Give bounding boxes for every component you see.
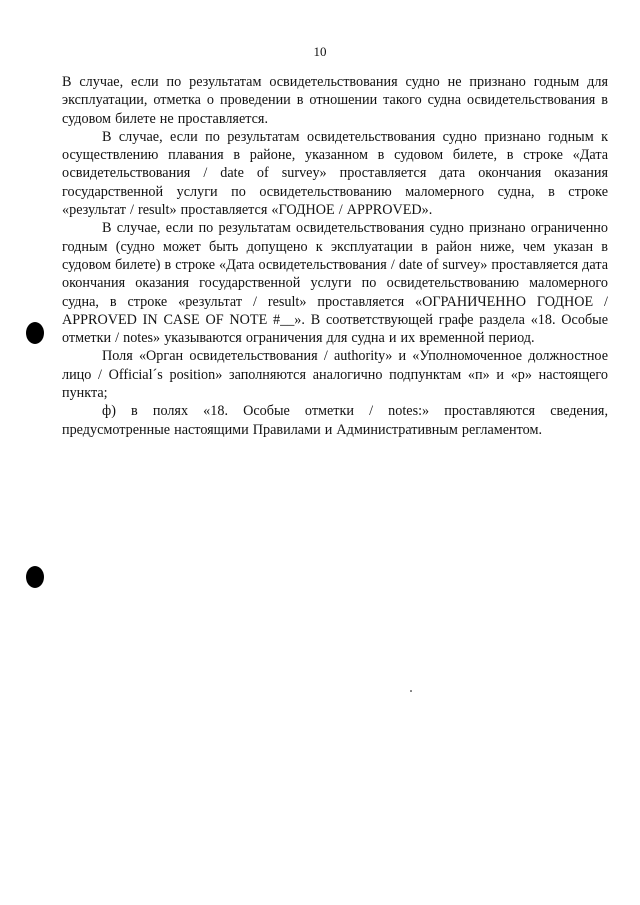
- paragraph-approved: В случае, если по результатам освидетельствования судно признано годным к осуществлению плавания в районе, указанном в судовом билете, в строке «Дата освидетельствования / date of survey» проставляется дата окончания оказания государственной услуги по освидетельствованию маломерного судна, в строке «результат / result» проставляется «ГОДНОЕ / APPROVED».: [62, 128, 608, 219]
- paragraph-limited-approval: В случае, если по результатам освидетельствования судно признано ограниченно годным (судно может быть допущено к эксплуатации в район ниже, чем указан в судовом билете) в строке «Дата освидетельствования / date of survey» проставляется дата окончания оказания государственной услуги по освидетельствованию маломерного судна, в строке «результат / result» проставляется «ОГРАНИЧЕННО ГОДНОЕ / APPROVED IN CASE OF NOTE #__». В соответствующей графе раздела «18. Особые отметки / notes» указываются ограничения для судна и их временной период.: [62, 220, 608, 347]
- punch-hole-mark: [26, 322, 44, 344]
- document-body: [62, 73, 608, 439]
- paragraph-not-approved: В случае, если по результатам освидетельствования судно не признано годным для эксплуатации, отметка о проведении в отношении такого судна освидетельствования в судовом билете не проставляется.: [62, 74, 608, 127]
- punch-hole-mark: [26, 566, 44, 588]
- page-number: 10: [313, 44, 327, 59]
- paragraph-notes-fields: ф) в полях «18. Особые отметки / notes:» проставляются сведения, предусмотренные настоящими Правилами и Административным регламентом.: [62, 403, 608, 438]
- scan-speck: [410, 690, 412, 692]
- paragraph-authority-fields: Поля «Орган освидетельствования / authority» и «Уполномоченное должностное лицо / Official´s position» заполняются аналогично подпунктам «п» и «р» настоящего пункта;: [62, 348, 608, 402]
